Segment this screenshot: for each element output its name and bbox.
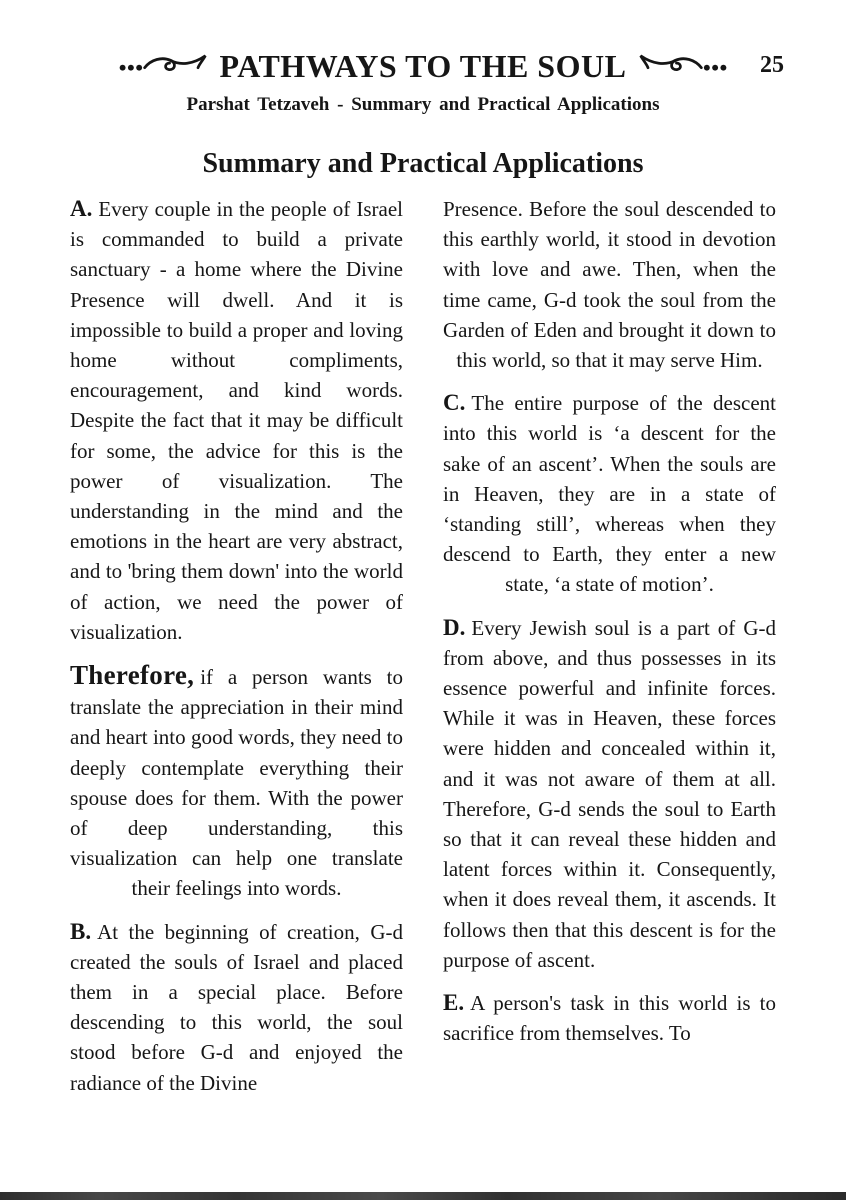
paragraph-d-lead: D. — [443, 614, 466, 640]
book-title: PATHWAYS TO THE SOUL — [219, 48, 627, 84]
paragraph-c — [443, 388, 776, 599]
paragraph-e-lead: E. — [443, 990, 465, 1016]
paragraph-b-lead: B. — [70, 918, 92, 944]
section-heading: Summary and Practical Applications — [202, 148, 644, 179]
title-row — [0, 46, 846, 86]
paragraph-b — [70, 917, 403, 1098]
paragraph-b-continued — [443, 194, 776, 375]
paragraph-c-text: The entire purpose of the descent into this world is ‘a descent for the sake of an ascent’. When the souls are in Heaven, they are in a state of ‘standing still’, whereas when they descend to Earth, they enter a new state, ‘a state of motion’. — [443, 391, 776, 597]
chapter-subtitle: Parshat Tetzaveh - Summary and Practical Applications — [186, 94, 660, 115]
paragraph-b-continued-text: Presence. Before the soul descended to this earthly world, it stood in devotion with love and awe. Then, when the time came, G-d took the soul from the Garden of Eden and brought it down to this world, so that it may serve Him. — [443, 197, 776, 373]
paragraph-d-text: Every Jewish soul is a part of G-d from above, and thus possesses in its essence powerful and infinite forces. While it was in Heaven, these forces were hidden and concealed within it, and it was not aware of them at all. Therefore, G-d sends the soul to Earth so that it can reveal these hidden and latent forces within it. Consequently, when it does reveal them, it ascends. It follows then that this descent is for the purpose of ascent. — [443, 615, 776, 972]
page-bottom-scan-edge — [0, 1192, 846, 1200]
paragraph-b-text: At the beginning of creation, G-d created the souls of Israel and placed them in a special place. Before descending to this world, the soul stood before G-d and enjoyed the radiance of the Divine — [70, 919, 403, 1095]
running-header — [0, 0, 846, 116]
paragraph-e — [443, 988, 776, 1048]
paragraph-d — [443, 613, 776, 975]
page-number: 25 — [760, 52, 784, 78]
paragraph-therefore-text: if a person wants to translate the appreciation in their mind and heart into good words, they need to deeply contemplate everything their spouse does for them. With the power of deep understanding, this visualization can help one translate their feelings into words. — [70, 665, 403, 901]
paragraph-a-text: Every couple in the people of Israel is commanded to build a private sanctuary - a home where the Divine Presence will dwell. And it is impossible to build a proper and loving home without compliments, encouragement, and kind words. Despite the fact that it may be difficult for some, the advice for this is the power of visualization. The understanding in the mind and the emotions in the heart are very abstract, and to 'bring them down' into the world of action, we need the power of visualization. — [70, 197, 403, 644]
column-left — [70, 194, 403, 1098]
paragraph-therefore-lead: Therefore, — [70, 660, 195, 691]
flourish-left-icon — [118, 52, 210, 81]
paragraph-e-text: A person's task in this world is to sacrifice from themselves. To — [443, 991, 776, 1046]
column-right — [443, 194, 776, 1098]
two-column-body — [0, 194, 846, 1098]
paragraph-a-lead: A. — [70, 196, 93, 221]
paragraph-c-lead: C. — [443, 390, 466, 416]
paragraph-therefore — [70, 660, 403, 904]
paragraph-a — [70, 194, 403, 647]
flourish-right-icon — [636, 52, 728, 81]
